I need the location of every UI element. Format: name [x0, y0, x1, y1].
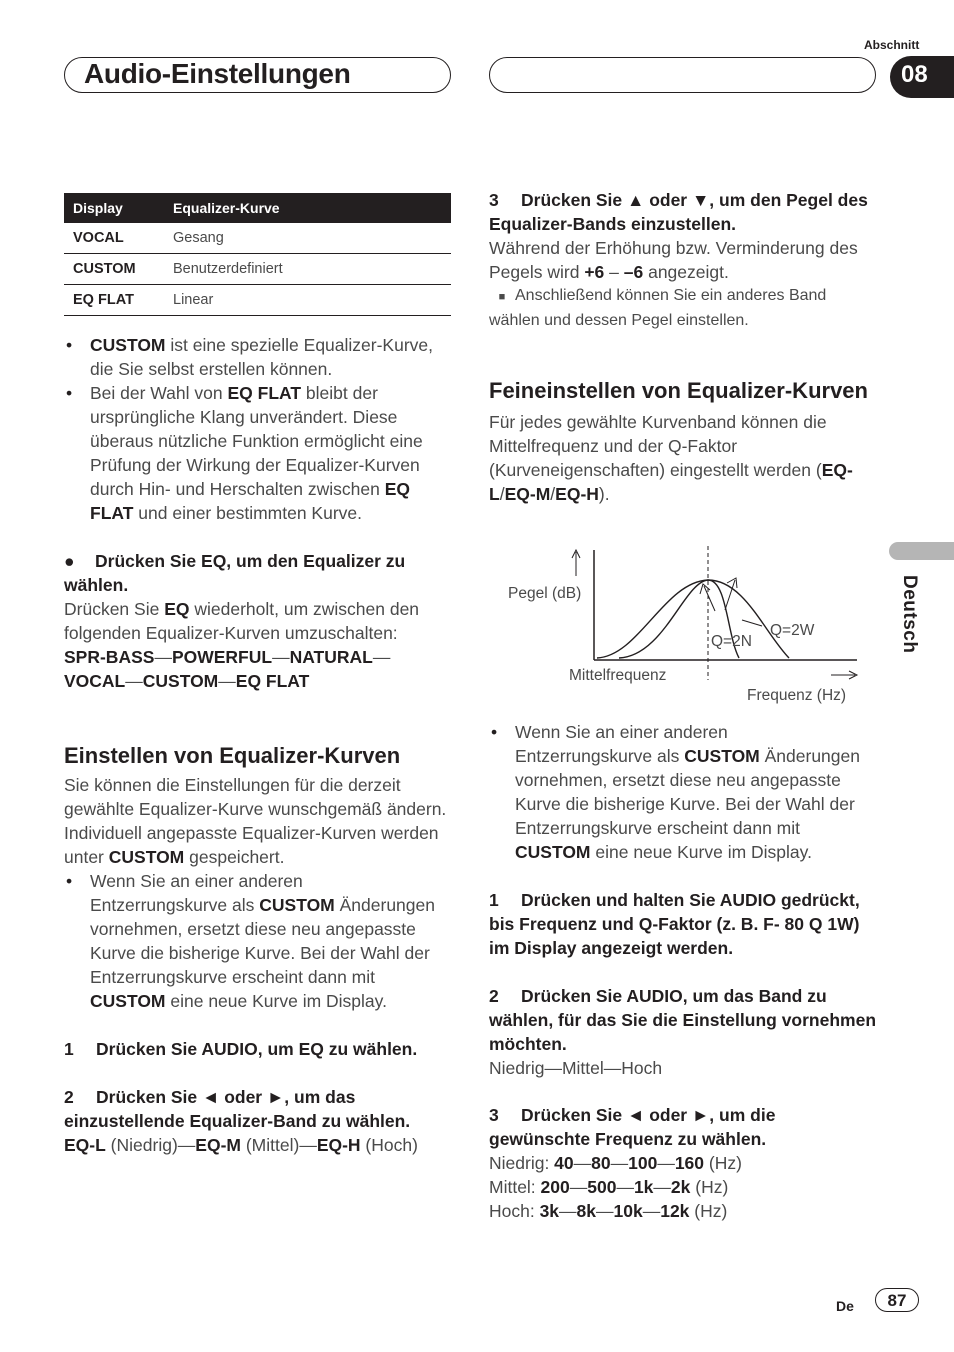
keyword: EQ: [164, 599, 190, 619]
step-2: [64, 1085, 456, 1133]
body-text: wiederholt, um zwischen den folgenden Equalizer-Kurven umzuschalten:: [64, 599, 420, 643]
bullet-text: Wenn Sie an einer anderen Entzerrungskurve als: [90, 871, 303, 915]
step-1-right: [489, 888, 877, 960]
step-3-body: [489, 236, 877, 284]
freq-label: Mittel:: [489, 1177, 541, 1197]
body-text: –: [604, 262, 624, 282]
equalizer-table: [64, 193, 451, 316]
section-label: Abschnitt: [864, 38, 920, 52]
freq-label: Hoch:: [489, 1201, 540, 1221]
square-bullet-icon: ■: [498, 291, 506, 303]
freq-value: 200: [540, 1177, 570, 1197]
center-frequency-label: Mittelfrequenz: [569, 667, 667, 684]
keyword: CUSTOM: [108, 847, 185, 867]
band-sequence: [64, 1133, 456, 1157]
bullet-text: bleibt der ursprüngliche Klang unverändert. Diese überaus nützliche Funktion ermöglicht eine Prüfung der Wirkung der Equalizer-Kurven durch Hin- und Herschalten zwischen: [90, 383, 423, 499]
wide-q-curve: [597, 580, 789, 658]
separator: —: [596, 1201, 614, 1221]
page-number: 87: [875, 1288, 919, 1312]
body-text: Drücken Sie: [64, 599, 165, 619]
freq-value: 100: [628, 1153, 658, 1173]
table-header-curve: Equalizer-Kurve: [164, 193, 451, 223]
section-number-badge: 08: [890, 56, 954, 98]
bullet-other-curve: [64, 869, 438, 1013]
bullet-other-curve-2: [489, 720, 861, 864]
separator: —: [610, 1153, 629, 1173]
freq-row-low: [489, 1151, 877, 1175]
curve-name: SPR-BASS: [64, 647, 155, 667]
bullet-text: eine neue Kurve im Display.: [165, 991, 387, 1011]
step-text: Drücken Sie ◄ oder ►, um die gewünschte Frequenz zu wählen.: [489, 1105, 776, 1149]
table-cell-curve: Benutzerdefiniert: [164, 254, 451, 285]
body-text: Für jedes gewählte Kurvenband können die Mittelfrequenz und der Q-Faktor (Kurveneigenschaften) eingestellt werden (: [489, 412, 827, 480]
step-text: Drücken Sie ◄ oder ►, um das einzustellende Equalizer-Band zu wählen.: [64, 1087, 411, 1131]
language-tab-marker: [889, 542, 954, 560]
curve-name: VOCAL: [64, 671, 126, 691]
bullet-text: Bei der Wahl von: [90, 383, 228, 403]
table-header-display: Display: [64, 193, 164, 223]
step-number: 2: [489, 986, 499, 1006]
bullet-text: ist eine spezielle Equalizer-Kurve, die Sie selbst erstellen können.: [90, 335, 434, 379]
left-column: [64, 333, 456, 1157]
step-text: Drücken und halten Sie AUDIO gedrückt, bis Frequenz und Q-Faktor (z. B. F- 80 Q 1W) im Display angezeigt werden.: [489, 890, 860, 958]
freq-value: 40: [554, 1153, 574, 1173]
band-key: EQ-L: [64, 1135, 106, 1155]
table-row: [64, 223, 451, 254]
separator: /: [499, 484, 505, 504]
bullet-text: Änderungen vornehmen, ersetzt diese neu angepasste Kurve die bisherige Kurve. Bei der Wahl der Entzerrungskurve erscheint dann mit: [515, 746, 860, 838]
step-text: Drücken Sie AUDIO, um das Band zu wählen, für das Sie die Einstellung vornehmen möchten.: [489, 986, 877, 1054]
curve-sequence: [64, 645, 456, 693]
freq-value: 8k: [576, 1201, 597, 1221]
separator: —: [642, 1201, 661, 1221]
band-text: (Hoch): [360, 1135, 418, 1155]
step-number: 2: [64, 1087, 74, 1107]
step-number: 1: [489, 890, 499, 910]
separator: —: [653, 1177, 671, 1197]
separator: —: [616, 1177, 634, 1197]
table-cell-curve: Linear: [164, 285, 451, 316]
keyword: CUSTOM: [684, 746, 760, 766]
language-side-label: Deutsch: [899, 575, 920, 654]
separator: —: [299, 1135, 317, 1155]
keyword: EQ-M: [504, 484, 551, 504]
bullet-eq-flat: [64, 381, 456, 525]
bullet-text: und einer bestimmten Kurve.: [133, 503, 363, 523]
q-wide-leader: [742, 620, 762, 626]
section-heading-fine-tuning: Feineinstellen von Equalizer-Kurven: [489, 378, 868, 403]
freq-unit: (Hz): [704, 1153, 742, 1173]
separator: —: [218, 671, 236, 691]
x-axis-label: Frequenz (Hz): [747, 687, 847, 704]
separator: —: [154, 647, 172, 667]
freq-row-mid: [489, 1175, 877, 1199]
curve-name: POWERFUL: [171, 647, 273, 667]
curve-name: EQ FLAT: [235, 671, 310, 691]
right-column-top: [489, 188, 877, 506]
step-number: 3: [489, 190, 499, 210]
body-text: gespeichert.: [184, 847, 285, 867]
separator: —: [372, 647, 391, 667]
freq-unit: (Hz): [690, 1177, 729, 1197]
keyword: CUSTOM: [259, 895, 335, 915]
band-key: EQ-H: [316, 1135, 361, 1155]
body-text: angezeigt.: [643, 262, 729, 282]
eq-step-title: [64, 549, 456, 597]
freq-unit: (Hz): [689, 1201, 728, 1221]
q-wide-label: Q=2W: [770, 622, 815, 639]
bullet-text: eine neue Kurve im Display.: [590, 842, 812, 862]
freq-value: 1k: [633, 1177, 654, 1197]
note-text: Anschließend können Sie ein anderes Band wählen und dessen Pegel einstellen.: [489, 287, 827, 329]
keyword: CUSTOM: [90, 335, 166, 355]
bullet-text: Änderungen vornehmen, ersetzt diese neu angepasste Kurve die bisherige Kurve. Bei der Wahl der Entzerrungskurve erscheint dann mit: [90, 895, 435, 987]
freq-label: Niedrig:: [489, 1153, 555, 1173]
band-text: (Niedrig): [105, 1135, 178, 1155]
separator: —: [657, 1153, 675, 1173]
keyword: EQ-L: [489, 460, 853, 504]
keyword: EQ FLAT: [90, 479, 411, 523]
step-text: Drücken Sie ▲ oder ▼, um den Pegel des Equalizer-Bands einzustellen.: [489, 190, 868, 234]
step-2-right: [489, 984, 877, 1056]
step-text: Drücken Sie EQ, um den Equalizer zu wählen.: [64, 551, 406, 595]
freq-row-high: [489, 1199, 877, 1223]
separator: —: [125, 671, 143, 691]
freq-value: 160: [674, 1153, 705, 1173]
right-column-bottom: [489, 720, 877, 1223]
table-row: [64, 254, 451, 285]
bullet-custom: [64, 333, 456, 381]
step-number: 3: [489, 1105, 499, 1125]
keyword: EQ-H: [555, 484, 599, 504]
body-text: Sie können die Einstellungen für die derzeit gewählte Equalizer-Kurve wunschgemäß ändern. Individuell angepasste Equalizer-Kurven werden unter: [64, 775, 447, 867]
header-right-frame: [489, 57, 876, 93]
separator: —: [177, 1135, 196, 1155]
filled-circle-icon: ●: [64, 551, 75, 571]
curve-name: CUSTOM: [142, 671, 219, 691]
separator: /: [550, 484, 556, 504]
keyword: +6: [584, 262, 605, 282]
separator: —: [573, 1153, 592, 1173]
separator: —: [569, 1177, 588, 1197]
y-axis-label: Pegel (dB): [508, 585, 582, 602]
note-paragraph: [489, 284, 877, 333]
table-header-row: [64, 193, 451, 223]
footer-language: De: [836, 1298, 854, 1314]
step-number: 1: [64, 1039, 74, 1059]
separator: —: [272, 647, 290, 667]
freq-value: 2k: [670, 1177, 691, 1197]
table-cell-display: EQ FLAT: [64, 285, 164, 316]
freq-value: 12k: [660, 1201, 690, 1221]
freq-value: 500: [587, 1177, 617, 1197]
band-key: EQ-M: [195, 1135, 241, 1155]
step-text: Drücken Sie AUDIO, um EQ zu wählen.: [96, 1039, 418, 1059]
table-cell-display: CUSTOM: [64, 254, 164, 285]
freq-value: 80: [591, 1153, 611, 1173]
equalizer-curve-diagram: [489, 540, 869, 710]
freq-value: 10k: [613, 1201, 643, 1221]
separator: —: [559, 1201, 577, 1221]
band-order: Niedrig—Mittel—Hoch: [489, 1058, 663, 1078]
keyword: –6: [623, 262, 644, 282]
keyword: EQ FLAT: [227, 383, 302, 403]
step-3-level: [489, 188, 877, 236]
keyword: CUSTOM: [90, 991, 166, 1011]
intro-paragraph: [64, 773, 456, 869]
bullet-text: Wenn Sie an einer anderen Entzerrungskurve als: [515, 722, 728, 766]
step-3-frequency: [489, 1103, 877, 1151]
step-1: [64, 1037, 456, 1061]
eq-step-body: [64, 597, 456, 645]
q-narrow-label: Q=2N: [711, 633, 752, 650]
fine-intro-paragraph: [489, 410, 877, 506]
section-heading-equalizer: Einstellen von Equalizer-Kurven: [64, 743, 401, 768]
table-cell-display: VOCAL: [64, 223, 164, 254]
body-text: Während der Erhöhung bzw. Verminderung des Pegels wird: [489, 238, 858, 282]
table-row: [64, 285, 451, 316]
freq-value: 3k: [539, 1201, 560, 1221]
page-title: Audio-Einstellungen: [84, 58, 351, 89]
curve-name: NATURAL: [289, 647, 373, 667]
body-text: ).: [598, 484, 610, 504]
keyword: CUSTOM: [515, 842, 591, 862]
table-cell-curve: Gesang: [164, 223, 451, 254]
band-text: (Mittel): [240, 1135, 300, 1155]
